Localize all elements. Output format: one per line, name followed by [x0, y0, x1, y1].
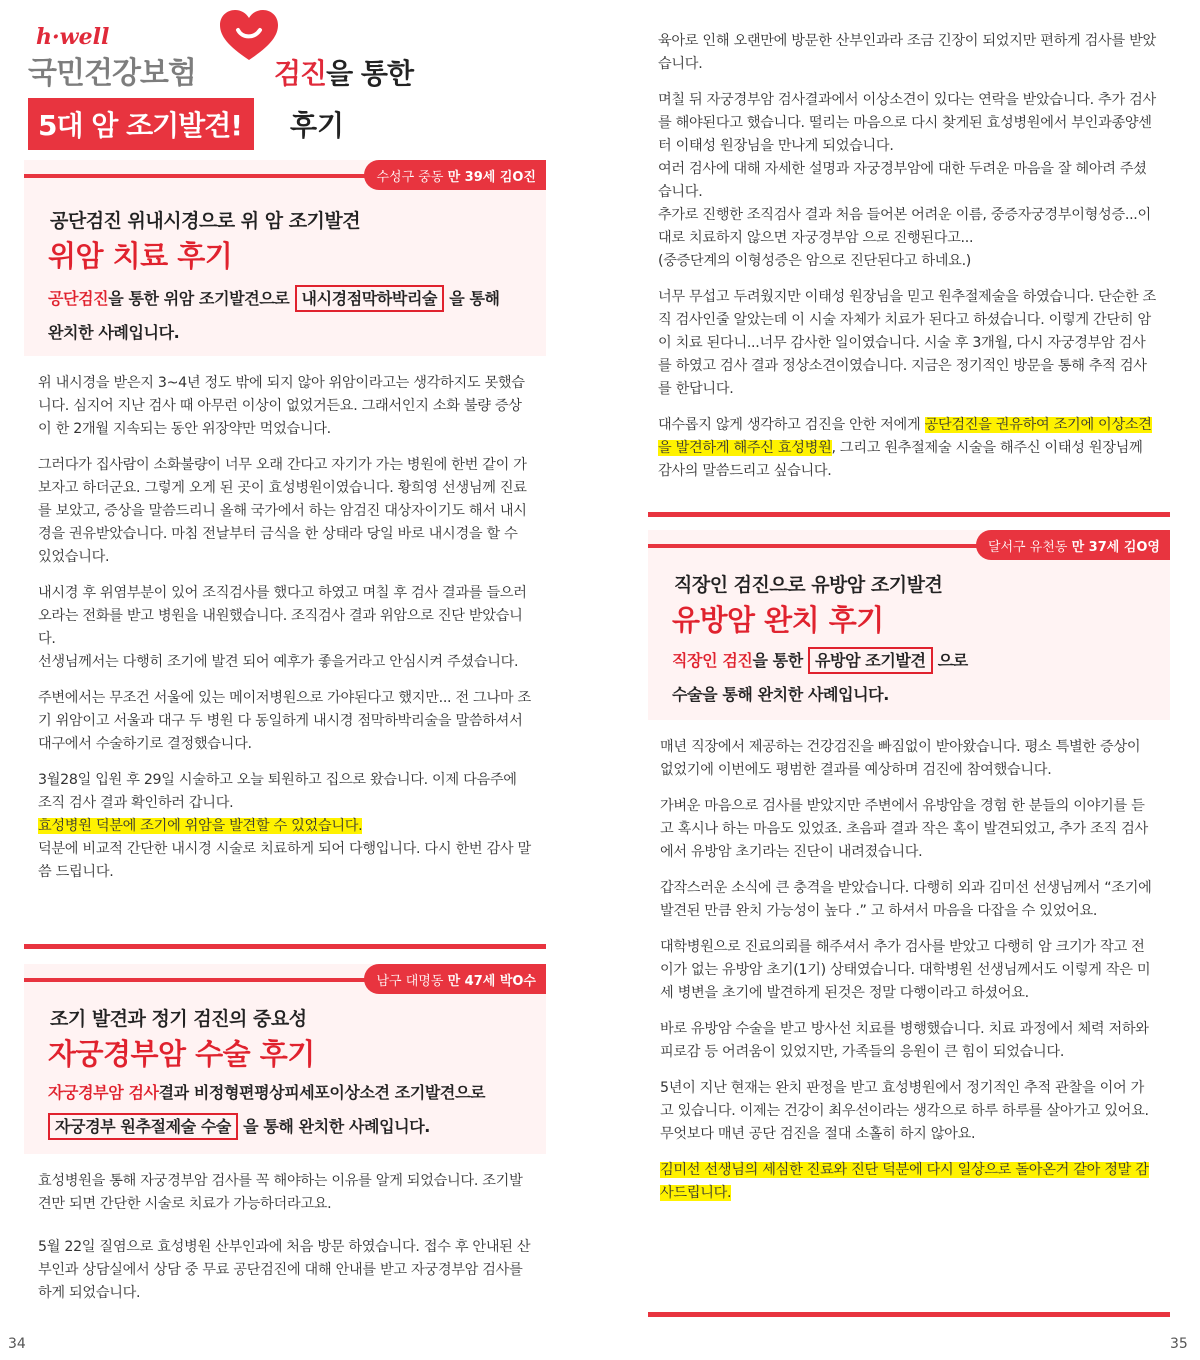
paragraph: 가벼운 마음으로 검사를 받았지만 주변에서 유방암을 경험 한 분들의 이야기를 듣고 혹시나 하는 마음도 있었죠. 초음파 결과 작은 혹이 발견되었고, 추가 조직 검사에서 유방암 초기라는 진단이 내려졌습니다. [660, 798, 1148, 860]
case-title: 자궁경부암 수술 후기 [48, 1037, 315, 1071]
page-number-right: 35 [1170, 1336, 1188, 1352]
case-subtitle: 조기 발견과 정기 검진의 중요성 [50, 1008, 307, 1030]
case-title: 유방암 완치 후기 [672, 603, 884, 637]
page-number-left: 34 [8, 1336, 26, 1352]
highlighted-text: 효성병원 덕분에 조기에 위암을 발견할 수 있었습니다. [38, 818, 363, 834]
heart-icon [218, 8, 280, 64]
paragraph [660, 1159, 1156, 1205]
case-description: 공단검진을 통한 위암 조기발견으로 내시경점막하박리술 을 통해 완치한 사례입니다. [48, 282, 536, 350]
highlighted-text: 공단검진을 권유하여 조기에 이상소견을 발견하게 해주신 효성병원 [658, 417, 1152, 456]
header-banner: 5대 암 조기발견! [28, 98, 254, 150]
case-body-cervical-right [658, 30, 1156, 496]
paragraph: 위 내시경을 받은지 3~4년 정도 밖에 되지 않아 위암이라고는 생각하지도 못했습니다. 심지어 지난 검사 때 아무런 이상이 없었거든요. 그래서인지 소화 불량 증상이 한 2개월 지속되는 동안 위장약만 먹었습니다. [38, 375, 525, 437]
case-card-stomach [24, 160, 546, 356]
section-separator [24, 944, 546, 949]
paragraph: 너무 무섭고 두려웠지만 이태성 원장님을 믿고 원추절제술을 하였습니다. 단순한 조직 검사인줄 알았는데 이 시술 자체가 치료가 된다고 하셨습니다. 이렇게 간단히 암이 치료 된다니...너무 감사한 일이였습니다. 시술 후 3개월, 다시 자궁경부암 검사를 하였고 검사 결과 정상소견이였습니다. 지금은 정기적인 방문을 통해 추적 검사를 한답니다. [658, 289, 1156, 397]
case-description: 직장인 검진을 통한 유방암 조기발견 으로 수술을 통해 완치한 사례입니다. [672, 644, 1160, 712]
paragraph: 그러다가 집사람이 소화불량이 너무 오래 간다고 자기가 가는 병원에 한번 같이 가보자고 하더군요. 그렇게 오게 된 곳이 효성병원이였습니다. 황희영 선생님께 진료를 보았고, 증상을 말씀드리니 올해 국가에서 하는 암검진 대상자이기도 해서 내시경을 권유받았습니다. 마침 전날부터 금식을 한 상태라 당일 바로 내시경을 할 수 있었습니다. [38, 457, 527, 565]
page-header [28, 22, 448, 152]
case-subtitle: 직장인 검진으로 유방암 조기발견 [674, 574, 943, 596]
paragraph: 며칠 뒤 자궁경부암 검사결과에서 이상소견이 있다는 연락을 받았습니다. 추가 검사를 해야된다고 했습니다. 떨리는 마음으로 다시 찾게된 효성병원에서 부인과종양센터 이태성 원장님을 만나게 되었습니다. 여러 검사에 대해 자세한 설명과 자궁경부암에 대한 두려운 마음을 잘 헤아려 주셨습니다. 추가로 진행한 조직검사 결과 처음 들어본 어려운 이름, 중증자궁경부이형성증...이대로 치료하지 않으면 자궁경부암 으로 진행된다고... (중증단계의 이형성증은 암으로 진단된다고 하네요.) [658, 92, 1156, 269]
case-body-breast [660, 736, 1156, 1218]
case-description: 자궁경부암 검사결과 비정형편평상피세포이상소견 조기발견으로 자궁경부 원추절제술 수술 을 통해 완치한 사례입니다. [48, 1076, 536, 1144]
header-subtitle: 검진을 통한 [274, 57, 414, 90]
case-title: 위암 치료 후기 [48, 239, 233, 273]
paragraph: 육아로 인해 오랜만에 방문한 산부인과라 조금 긴장이 되었지만 편하게 검사를 받았습니다. [658, 33, 1156, 72]
header-review-word: 후기 [290, 109, 345, 142]
org-name: 국민건강보험 [28, 56, 196, 91]
paragraph: 효성병원을 통해 자궁경부암 검사를 꼭 해야하는 이유를 알게 되었습니다. 조기발견만 되면 간단한 시술로 치료가 가능하더라고요. [38, 1173, 523, 1212]
section-separator [648, 1312, 1170, 1317]
highlighted-text: 김미선 선생님의 세심한 진료와 진단 덕분에 다시 일상으로 돌아온거 같아 정말 감사드립니다. [660, 1162, 1149, 1201]
case-card-breast [648, 530, 1170, 720]
brand-logo: h·well [36, 24, 110, 50]
paragraph: 대학병원으로 진료의뢰를 해주셔서 추가 검사를 받았고 다행히 암 크기가 작고 전이가 없는 유방암 초기(1기) 상태였습니다. 대학병원 선생님께서도 이렇게 작은 미세 병변을 초기에 발견하게 된것은 정말 다행이라고 하셨어요. [660, 939, 1151, 1001]
procedure-box: 자궁경부 원추절제술 수술 [48, 1113, 238, 1140]
case-body-cervical-left [38, 1170, 534, 1318]
case-tag: 수성구 중동 만 39세 김O진 [364, 160, 546, 190]
paragraph: 5년이 지난 현재는 완치 판정을 받고 효성병원에서 정기적인 추적 관찰을 이어 가고 있습니다. 이제는 건강이 최우선이라는 생각으로 하루 하루를 살아가고 있어요. 무엇보다 매년 공단 검진을 절대 소홀히 하지 않아요. [660, 1080, 1149, 1142]
case-subtitle: 공단검진 위내시경으로 위 암 조기발견 [50, 210, 361, 232]
procedure-box: 유방암 조기발견 [808, 647, 933, 674]
paragraph: 내시경 후 위염부분이 있어 조직검사를 했다고 하였고 며칠 후 검사 결과를 들으러 오라는 전화를 받고 병원을 내원했습니다. 조직검사 결과 위암으로 진단 받았습니다. 선생님께서는 다행히 조기에 발견 되어 예후가 좋을거라고 안심시켜 주셨습니다. [38, 585, 527, 670]
paragraph: 바로 유방암 수술을 받고 방사선 치료를 병행했습니다. 치료 과정에서 체력 저하와 피로감 등 어려움이 있었지만, 가족들의 응원이 큰 힘이 되었습니다. [660, 1021, 1149, 1060]
procedure-box: 내시경점막하박리술 [295, 285, 445, 312]
case-tag: 달서구 유천동 만 37세 김O영 [976, 530, 1170, 560]
case-tag: 남구 대명동 만 47세 박O수 [364, 964, 546, 994]
paragraph: 갑작스러운 소식에 큰 충격을 받았습니다. 다행히 외과 김미선 선생님께서 “조기에 발견된 만큼 완치 가능성이 높다 .” 고 하셔서 마음을 다잡을 수 있었어요. [660, 880, 1152, 919]
paragraph: 대수롭지 않게 생각하고 검진을 안한 저에게 공단검진을 권유하여 조기에 이상소견을 발견하게 해주신 효성병원, 그리고 원추절제술 시술을 해주신 이태성 원장님께 감사의 말씀드리고 싶습니다. [658, 417, 1152, 479]
case-card-cervical [24, 964, 546, 1154]
paragraph: 매년 직장에서 제공하는 건강검진을 빠짐없이 받아왔습니다. 평소 특별한 증상이 없었기에 이번에도 평범한 결과를 예상하며 검진에 참여했습니다. [660, 739, 1141, 778]
paragraph: 5월 22일 질염으로 효성병원 산부인과에 처음 방문 하였습니다. 접수 후 안내된 산부인과 상담실에서 상담 중 무료 공단검진에 대해 안내를 받고 자궁경부암 검사를 하게 되었습니다. [38, 1239, 531, 1301]
section-separator [648, 512, 1170, 517]
paragraph: 3월28일 입원 후 29일 시술하고 오늘 퇴원하고 집으로 왔습니다. 이제 다음주에 조직 검사 결과 확인하러 갑니다. 효성병원 덕분에 조기에 위암을 발견할 수 있었습니다. 덕분에 비교적 간단한 내시경 시술로 치료하게 되어 다행입니다. 다시 한번 감사 말씀 드립니다. [38, 772, 531, 880]
paragraph: 주변에서는 무조건 서울에 있는 메이저병원으로 가야된다고 했지만... 전 그나마 조기 위암이고 서울과 대구 두 병원 다 동일하게 내시경 점막하박리술을 말씀하셔서 대구에서 수술하기로 결정했습니다. [38, 690, 531, 752]
case-body-stomach [38, 372, 534, 897]
